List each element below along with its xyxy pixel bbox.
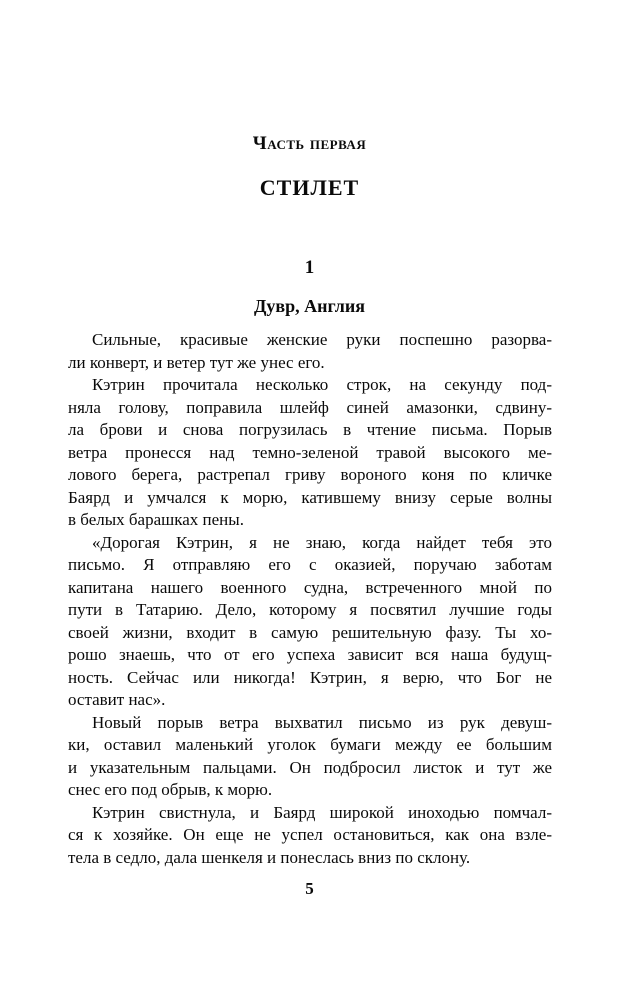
text-line: Кэтрин прочитала несколько строк, на секунду под- xyxy=(92,375,552,394)
paragraph xyxy=(68,802,552,870)
paragraph xyxy=(68,532,552,712)
text-line: оставит нас». xyxy=(68,690,166,709)
text-line: капитана нашего военного судна, встреченного мной по xyxy=(68,577,552,597)
part-title: СТИЛЕТ xyxy=(259,175,360,200)
chapter-heading xyxy=(0,257,619,317)
text-line: снес его под обрыв, к морю. xyxy=(68,780,273,799)
text-line: рошо знаешь, что от его успеха зависит вся наша будущ- xyxy=(68,645,552,664)
text-line: пути в Татарию. Дело, которому я посвятил лучшие годы xyxy=(68,600,552,619)
text-line: ветра пронесся над темно-зеленой травой высокого ме- xyxy=(68,442,552,462)
text-line: лового берега, растрепал гриву вороного коня по кличке xyxy=(68,465,552,484)
paragraph xyxy=(68,329,552,374)
paragraph xyxy=(68,712,552,802)
text-line: ся к хозяйке. Он еще не успел остановиться, как она взле- xyxy=(68,825,552,844)
part-label: Часть первая xyxy=(252,133,367,154)
text-line: ность. Сейчас или никогда! Кэтрин, я верю, что Бог не xyxy=(68,667,552,687)
chapter-number: 1 xyxy=(304,257,315,278)
page-number: 5 xyxy=(305,879,314,898)
text-line: ла брови и снова погрузилась в чтение письма. Порыв xyxy=(68,420,552,439)
text-line: ли конверт, и ветер тут же унес его. xyxy=(68,352,325,372)
text-line: ки, оставил маленький уголок бумаги между ее большим xyxy=(68,735,552,754)
text-line: Сильные, красивые женские руки поспешно разорва- xyxy=(92,330,552,349)
body-text xyxy=(68,329,552,869)
text-line: письмо. Я отправляю его с оказией, поручаю заботам xyxy=(68,555,552,574)
text-line: Кэтрин свистнула, и Баярд широкой иноходью помчал- xyxy=(92,802,552,822)
paragraph xyxy=(68,374,552,532)
text-line: тела в седло, дала шенкеля и понеслась вниз по склону. xyxy=(68,847,471,867)
text-line: «Дорогая Кэтрин, я не знаю, когда найдет тебя это xyxy=(92,532,552,552)
chapter-location: Дувр, Англия xyxy=(254,296,365,316)
text-line: и указательным пальцами. Он подбросил листок и тут же xyxy=(68,757,552,777)
part-heading xyxy=(0,133,619,201)
text-line: в белых барашках пены. xyxy=(68,510,244,529)
text-line: своей жизни, входит в самую решительную фазу. Ты хо- xyxy=(68,622,552,642)
text-line: няла голову, поправила шлейф синей амазонки, сдвину- xyxy=(68,397,552,417)
text-line: Новый порыв ветра выхватил письмо из рук девуш- xyxy=(92,712,552,732)
text-line: Баярд и умчался к морю, катившему внизу серые волны xyxy=(68,487,552,507)
